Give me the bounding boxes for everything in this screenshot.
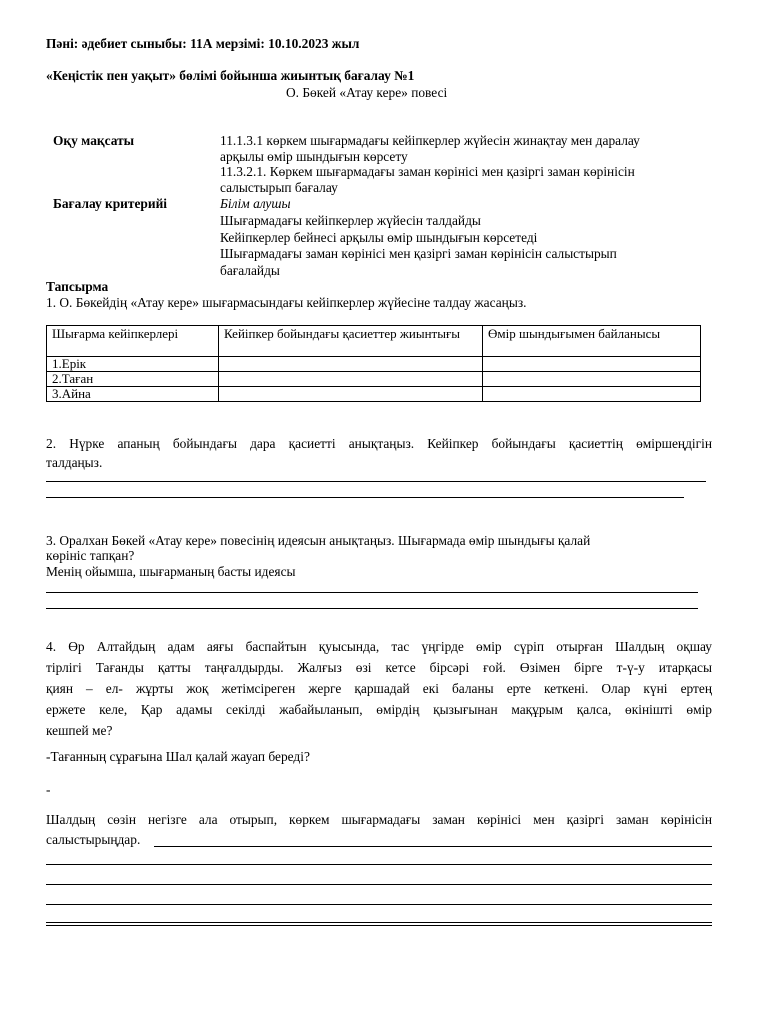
table-header: Шығарма кейіпкерлері: [47, 326, 219, 357]
objective-line: 11.1.3.1 көркем шығармадағы кейіпкерлер жүйесін жинақтау мен даралау: [220, 133, 640, 148]
answer-line[interactable]: [46, 904, 712, 905]
answer-line[interactable]: [46, 925, 712, 926]
question-2-line: 2. Нүрке апаның бойындағы дара қасиетті анықтаңыз. Кейіпкер бойындағы қасиеттің өміршеңдігін: [46, 436, 712, 451]
answer-line[interactable]: [46, 497, 684, 498]
assessment-title: «Кеңістік пен уақыт» бөлімі бойынша жиынтық бағалау №1: [46, 68, 415, 83]
question-4-compare: салыстырыңдар.: [46, 832, 141, 847]
criteria-line: Шығармадағы кейіпкерлер жүйесін талдайды: [220, 213, 481, 228]
table-cell[interactable]: [483, 372, 701, 387]
question-4-line: 4. Өр Алтайдың адам аяғы баспайтын қуысында, тас үңгірде өмір сүріп отырған Шалдың оқшау: [46, 639, 712, 654]
criteria-line: бағалайды: [220, 263, 280, 278]
answer-line[interactable]: [46, 884, 712, 885]
answer-dash: -: [46, 782, 51, 797]
question-4-line: тірлігі Тағанды қатты таңғалдырды. Жалғыз өзі кетсе бірсәрі ғой. Өзімен бірге т-ү-у итарқасы: [46, 660, 712, 675]
question-3-line: көрініс тапқан?: [46, 548, 135, 563]
table-header-row: [47, 326, 701, 357]
table-row: [47, 357, 701, 372]
answer-line[interactable]: [46, 864, 712, 865]
criteria-intro: Білім алушы: [220, 196, 291, 211]
answer-line[interactable]: [46, 592, 698, 593]
table-cell[interactable]: [219, 372, 483, 387]
table-row: [47, 387, 701, 402]
criteria-label: Бағалау критерийі: [53, 196, 168, 211]
table-header: Кейіпкер бойындағы қасиеттер жиынтығы: [219, 326, 483, 357]
table-row: [47, 372, 701, 387]
table-cell: 2.Таған: [47, 372, 219, 387]
objective-line: арқылы өмір шындығын көрсету: [220, 149, 408, 164]
table-cell: 3.Айна: [47, 387, 219, 402]
answer-line[interactable]: [46, 608, 698, 609]
criteria-line: Шығармадағы заман көрінісі мен қазіргі заман көрінісін салыстырып: [220, 246, 617, 261]
answer-line[interactable]: [154, 846, 712, 847]
question-4-compare: Шалдың сөзін негізге ала отырып, көркем шығармадағы заман көрінісі мен қазіргі заман көрінісін: [46, 812, 712, 827]
question-2-line: талдаңыз.: [46, 455, 103, 470]
question-4-line: кешпей ме?: [46, 723, 113, 738]
criteria-line: Кейіпкерлер бейнесі арқылы өмір шындығын көрсетеді: [220, 230, 538, 245]
answer-line[interactable]: [46, 922, 712, 923]
table-cell: 1.Ерік: [47, 357, 219, 372]
question-1: 1. О. Бөкейдің «Атау кере» шығармасындағы кейіпкерлер жүйесіне талдау жасаңыз.: [46, 295, 527, 310]
question-3-line: 3. Оралхан Бөкей «Атау кере» повесінің идеясын анықтаңыз. Шығармада өмір шындығы қалай: [46, 533, 591, 548]
table-cell[interactable]: [483, 387, 701, 402]
question-3-prompt: Менің ойымша, шығарманың басты идеясы: [46, 564, 296, 579]
table-cell[interactable]: [483, 357, 701, 372]
table-cell[interactable]: [219, 387, 483, 402]
objective-line: салыстырып бағалау: [220, 180, 338, 195]
question-4-line: қиян – ел- жұрты жоқ жетімсіреген жерге қаршадай екі баланы ерте кеткені. Олар күні ертең: [46, 681, 712, 696]
table-cell[interactable]: [219, 357, 483, 372]
header-line: Пәні: әдебиет сыныбы: 11А мерзімі: 10.10.2023 жыл: [46, 36, 360, 51]
assessment-subtitle: О. Бөкей «Атау кере» повесі: [286, 85, 448, 100]
character-table: [46, 325, 701, 402]
answer-line[interactable]: [46, 481, 706, 482]
objective-line: 11.3.2.1. Көркем шығармадағы заман көрінісі мен қазіргі заман көрінісін: [220, 164, 635, 179]
objectives-label: Оқу мақсаты: [53, 133, 135, 148]
question-4-line: ержете келе, Қар адамы секілді жабайыланып, өмірдің қызығынан мақұрым қалса, өкінішті өмір: [46, 702, 712, 717]
task-label: Тапсырма: [46, 279, 109, 294]
question-4-subquestion: -Тағанның сұрағына Шал қалай жауап береді?: [46, 749, 310, 764]
table-header: Өмір шындығымен байланысы: [483, 326, 701, 357]
